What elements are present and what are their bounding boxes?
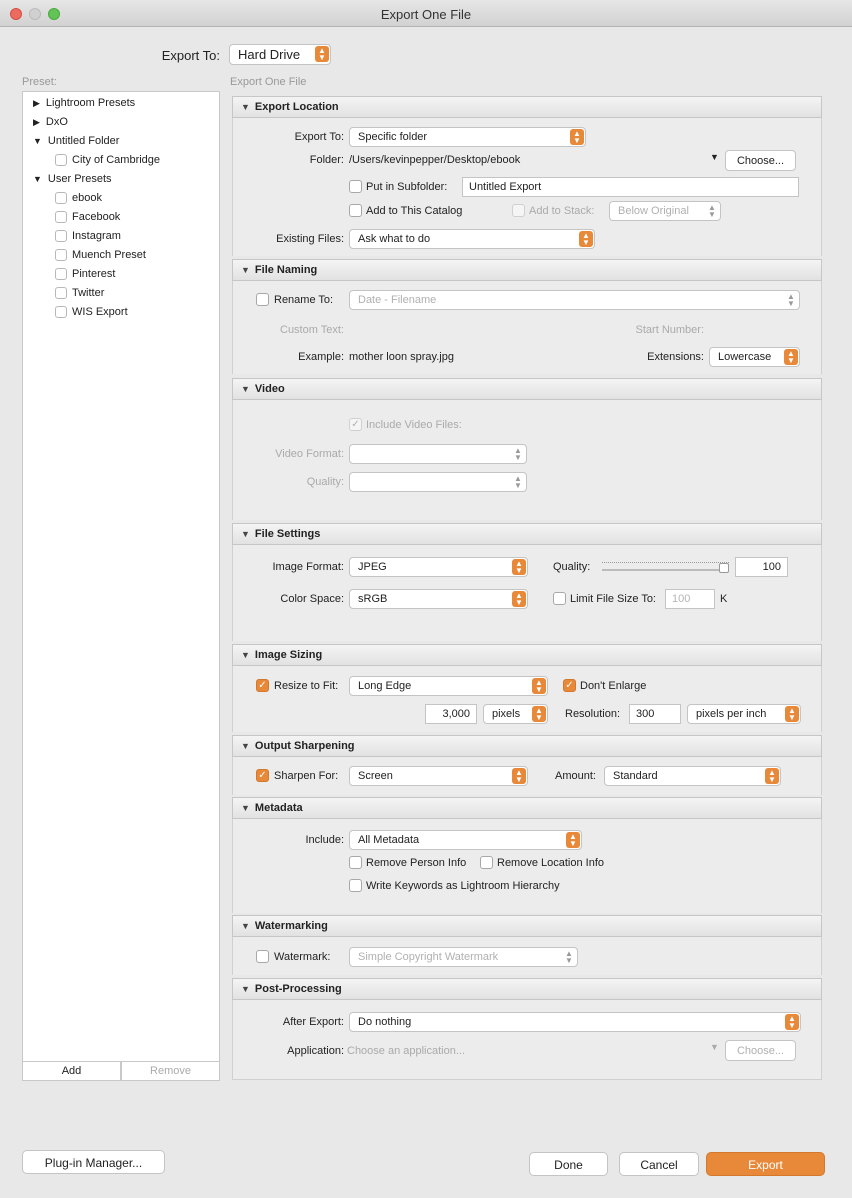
dont-enlarge-checkbox[interactable]: ✓ xyxy=(563,679,576,692)
remove-location-label: Remove Location Info xyxy=(497,857,605,869)
write-keywords-label: Write Keywords as Lightroom Hierarchy xyxy=(366,880,560,892)
folder-label: Folder: xyxy=(309,154,344,166)
section-title: Post-Processing xyxy=(254,983,342,995)
preset-folder-label: Untitled Folder xyxy=(47,135,120,147)
color-space-label: Color Space: xyxy=(280,593,344,605)
slider-ticks xyxy=(602,562,729,566)
chevron-updown-icon: ▲ ▼ xyxy=(512,768,526,784)
video-format-label: Video Format: xyxy=(275,448,344,460)
panel-header: Export One File xyxy=(230,76,307,88)
custom-text-label: Custom Text: xyxy=(280,324,344,336)
metadata-include-label: Include: xyxy=(305,834,344,846)
limit-size-checkbox[interactable] xyxy=(553,592,566,605)
remove-person-checkbox[interactable] xyxy=(349,856,362,869)
sharpen-checkbox[interactable]: ✓ xyxy=(256,769,269,782)
dont-enlarge-label: Don't Enlarge xyxy=(580,680,647,692)
chevron-updown-icon: ▲ ▼ xyxy=(512,591,526,607)
preset-item-label: Instagram xyxy=(72,230,121,242)
preset-item-city[interactable] xyxy=(55,154,160,166)
preset-item[interactable] xyxy=(55,268,115,280)
disclosure-right-icon[interactable]: ▶ xyxy=(33,98,40,108)
preset-item-label: WIS Export xyxy=(72,306,128,318)
section-file-naming[interactable] xyxy=(232,259,822,281)
cancel-button[interactable]: Cancel xyxy=(619,1152,699,1176)
preset-checkbox[interactable] xyxy=(55,287,67,299)
section-title: Export Location xyxy=(254,101,339,113)
export-to-label: Export To: xyxy=(161,48,220,63)
preset-folder-dxo[interactable] xyxy=(33,116,68,128)
select-value: Date - Filename xyxy=(358,294,437,306)
amount-select[interactable] xyxy=(604,766,781,786)
select-value: Long Edge xyxy=(358,680,412,692)
select-value: pixels xyxy=(492,708,521,720)
preset-header: Preset: xyxy=(22,76,57,88)
folder-path: /Users/kevinpepper/Desktop/ebook xyxy=(349,154,521,166)
watermark-checkbox[interactable] xyxy=(256,950,269,963)
preset-folder-label: DxO xyxy=(45,116,68,128)
choose-folder-button[interactable]: Choose... xyxy=(725,150,796,171)
size-unit-select[interactable] xyxy=(483,704,548,724)
done-button[interactable]: Done xyxy=(529,1152,608,1176)
image-format-select[interactable] xyxy=(349,557,528,577)
preset-checkbox[interactable] xyxy=(55,230,67,242)
chevron-updown-icon: ▲ ▼ xyxy=(532,706,546,722)
preset-item-label: City of Cambridge xyxy=(72,154,161,166)
after-export-select[interactable] xyxy=(349,1012,801,1032)
section-output-sharpening[interactable] xyxy=(232,735,822,757)
preset-folder-user[interactable] xyxy=(33,173,112,185)
stack-position-select[interactable] xyxy=(609,201,721,221)
watermark-select[interactable] xyxy=(349,947,578,967)
preset-item[interactable] xyxy=(55,249,146,261)
quality-input[interactable]: 100 xyxy=(735,557,788,577)
add-to-catalog-label: Add to This Catalog xyxy=(366,205,463,217)
disclosure-down-icon: ▼ xyxy=(241,921,250,931)
chevron-updown-icon: ▲ ▼ xyxy=(785,1014,799,1030)
select-value: Screen xyxy=(358,770,393,782)
quality-slider[interactable] xyxy=(602,559,729,575)
select-value: pixels per inch xyxy=(696,708,767,720)
window-title: Export One File xyxy=(380,7,472,22)
chevron-updown-icon: ▲ ▼ xyxy=(570,129,584,145)
disclosure-down-icon: ▼ xyxy=(241,803,250,813)
rename-checkbox[interactable] xyxy=(256,293,269,306)
preset-item[interactable] xyxy=(55,306,128,318)
resize-checkbox[interactable]: ✓ xyxy=(256,679,269,692)
chevron-updown-icon: ▲ ▼ xyxy=(784,349,798,365)
slider-thumb[interactable] xyxy=(719,563,729,573)
section-video[interactable] xyxy=(232,378,822,400)
image-format-label: Image Format: xyxy=(272,561,344,573)
after-export-label: After Export: xyxy=(282,1016,344,1028)
section-title: File Settings xyxy=(254,528,321,540)
extensions-label: Extensions: xyxy=(647,351,704,363)
video-quality-select[interactable] xyxy=(349,472,527,492)
metadata-include-select[interactable] xyxy=(349,830,582,850)
disclosure-down-icon: ▼ xyxy=(241,102,250,112)
export-to-select[interactable] xyxy=(229,44,331,65)
example-label: Example: xyxy=(298,351,344,363)
chevron-updown-icon: ▲ ▼ xyxy=(532,678,546,694)
disclosure-right-icon[interactable]: ▶ xyxy=(33,117,40,127)
disclosure-down-icon: ▼ xyxy=(241,650,250,660)
remove-preset-button[interactable]: Remove xyxy=(121,1061,220,1081)
sharpen-label: Sharpen For: xyxy=(274,770,339,782)
resize-label: Resize to Fit: xyxy=(274,680,339,692)
preset-item-label: Muench Preset xyxy=(72,249,146,261)
disclosure-down-icon: ▼ xyxy=(241,265,250,275)
preset-checkbox[interactable] xyxy=(55,211,67,223)
limit-size-unit: K xyxy=(720,593,728,605)
resolution-unit-select[interactable] xyxy=(687,704,801,724)
remove-person-label: Remove Person Info xyxy=(366,857,467,869)
dropdown-triangle-icon[interactable]: ▼ xyxy=(710,1042,719,1052)
section-title: Image Sizing xyxy=(254,649,323,661)
select-value: Specific folder xyxy=(358,131,428,143)
chevron-updown-icon: ▲ ▼ xyxy=(565,949,573,965)
preset-item-label: Facebook xyxy=(72,211,121,223)
preset-folder-label: User Presets xyxy=(47,173,112,185)
extensions-select[interactable] xyxy=(709,347,800,367)
application-label: Application: xyxy=(287,1045,344,1057)
resolution-input[interactable]: 300 xyxy=(629,704,681,724)
preset-item-label: Twitter xyxy=(72,287,105,299)
preset-checkbox[interactable] xyxy=(55,306,67,318)
preset-item[interactable] xyxy=(55,230,121,242)
chevron-updown-icon: ▲ ▼ xyxy=(514,446,522,462)
subfolder-label: Put in Subfolder: xyxy=(366,181,448,193)
plugin-manager-button[interactable]: Plug-in Manager... xyxy=(22,1150,165,1174)
select-value: All Metadata xyxy=(358,834,420,846)
rename-label: Rename To: xyxy=(274,294,334,306)
include-video-label: Include Video Files: xyxy=(366,419,462,431)
subfolder-input[interactable]: Untitled Export xyxy=(462,177,799,197)
limit-size-label: Limit File Size To: xyxy=(570,593,656,605)
include-video-checkbox[interactable]: ✓ xyxy=(349,418,362,431)
disclosure-down-icon: ▼ xyxy=(241,529,250,539)
preset-item-label: ebook xyxy=(72,192,102,204)
chevron-updown-icon: ▲ ▼ xyxy=(785,706,799,722)
preset-item[interactable] xyxy=(55,211,120,223)
watermark-label: Watermark: xyxy=(274,951,331,963)
chevron-updown-icon: ▲ ▼ xyxy=(787,292,795,308)
chevron-updown-icon: ▲ ▼ xyxy=(765,768,779,784)
write-keywords-checkbox[interactable] xyxy=(349,879,362,892)
add-to-catalog-checkbox[interactable] xyxy=(349,204,362,217)
export-to-value: Hard Drive xyxy=(238,47,301,62)
section-title: File Naming xyxy=(254,264,318,276)
chevron-updown-icon: ▲ ▼ xyxy=(315,46,329,62)
disclosure-down-icon: ▼ xyxy=(241,984,250,994)
section-title: Video xyxy=(254,383,285,395)
section-title: Metadata xyxy=(254,802,303,814)
disclosure-down-icon[interactable]: ▼ xyxy=(33,174,42,184)
section-post-processing[interactable] xyxy=(232,978,822,1000)
size-input[interactable]: 3,000 xyxy=(425,704,477,724)
remove-location-checkbox[interactable] xyxy=(480,856,493,869)
select-value: Below Original xyxy=(618,205,689,217)
color-space-select[interactable] xyxy=(349,589,528,609)
section-title: Watermarking xyxy=(254,920,328,932)
preset-checkbox[interactable] xyxy=(55,268,67,280)
select-value: Lowercase xyxy=(718,351,772,363)
existing-files-select[interactable] xyxy=(349,229,595,249)
dropdown-triangle-icon[interactable]: ▼ xyxy=(710,152,719,162)
disclosure-down-icon: ▼ xyxy=(241,384,250,394)
select-value: Standard xyxy=(613,770,658,782)
choose-application-button[interactable]: Choose... xyxy=(725,1040,796,1061)
title-bar xyxy=(0,0,852,27)
slider-track xyxy=(602,569,729,571)
section-title: Output Sharpening xyxy=(254,740,355,752)
preset-folder-lightroom[interactable] xyxy=(33,97,135,109)
section-watermarking[interactable] xyxy=(232,915,822,937)
start-number-label: Start Number: xyxy=(635,324,704,336)
preset-item[interactable] xyxy=(55,192,102,204)
rename-template-select[interactable] xyxy=(349,290,800,310)
chevron-updown-icon: ▲ ▼ xyxy=(514,474,522,490)
export-button[interactable]: Export xyxy=(706,1152,825,1176)
video-panel xyxy=(232,400,822,520)
section-file-settings[interactable] xyxy=(232,523,822,545)
add-to-stack-checkbox[interactable] xyxy=(512,204,525,217)
limit-size-input[interactable]: 100 xyxy=(665,589,715,609)
section-export-location[interactable] xyxy=(232,96,822,118)
select-value: sRGB xyxy=(358,593,388,605)
select-value: Ask what to do xyxy=(358,233,431,245)
video-quality-label: Quality: xyxy=(306,476,344,488)
existing-files-label: Existing Files: xyxy=(276,233,344,245)
resolution-label: Resolution: xyxy=(565,708,621,720)
section-image-sizing[interactable] xyxy=(232,644,822,666)
preset-checkbox[interactable] xyxy=(55,249,67,261)
preset-item[interactable] xyxy=(55,287,104,299)
resize-mode-select[interactable] xyxy=(349,676,548,696)
amount-label: Amount: xyxy=(555,770,596,782)
export-to-label: Export To: xyxy=(294,131,344,143)
video-format-select[interactable] xyxy=(349,444,527,464)
export-location-select[interactable] xyxy=(349,127,586,147)
disclosure-down-icon: ▼ xyxy=(241,741,250,751)
chevron-updown-icon: ▲ ▼ xyxy=(566,832,580,848)
preset-item-label: Pinterest xyxy=(72,268,116,280)
preset-folder-label: Lightroom Presets xyxy=(45,97,136,109)
chevron-updown-icon: ▲ ▼ xyxy=(579,231,593,247)
quality-label: Quality: xyxy=(553,561,591,573)
chevron-updown-icon: ▲ ▼ xyxy=(512,559,526,575)
add-preset-button[interactable]: Add xyxy=(22,1061,121,1081)
preset-folder-untitled[interactable] xyxy=(33,135,119,147)
application-placeholder: Choose an application... xyxy=(347,1045,466,1057)
sharpen-for-select[interactable] xyxy=(349,766,528,786)
add-to-stack-label: Add to Stack: xyxy=(529,205,595,217)
section-metadata[interactable] xyxy=(232,797,822,819)
preset-checkbox[interactable] xyxy=(55,192,67,204)
example-value: mother loon spray.jpg xyxy=(349,351,454,363)
subfolder-checkbox[interactable] xyxy=(349,180,362,193)
select-value: Do nothing xyxy=(358,1016,412,1028)
chevron-updown-icon: ▲ ▼ xyxy=(708,203,716,219)
select-value: JPEG xyxy=(358,561,387,573)
preset-checkbox[interactable] xyxy=(55,154,67,166)
disclosure-down-icon[interactable]: ▼ xyxy=(33,136,42,146)
preset-list xyxy=(22,91,220,1080)
select-value: Simple Copyright Watermark xyxy=(358,951,499,963)
